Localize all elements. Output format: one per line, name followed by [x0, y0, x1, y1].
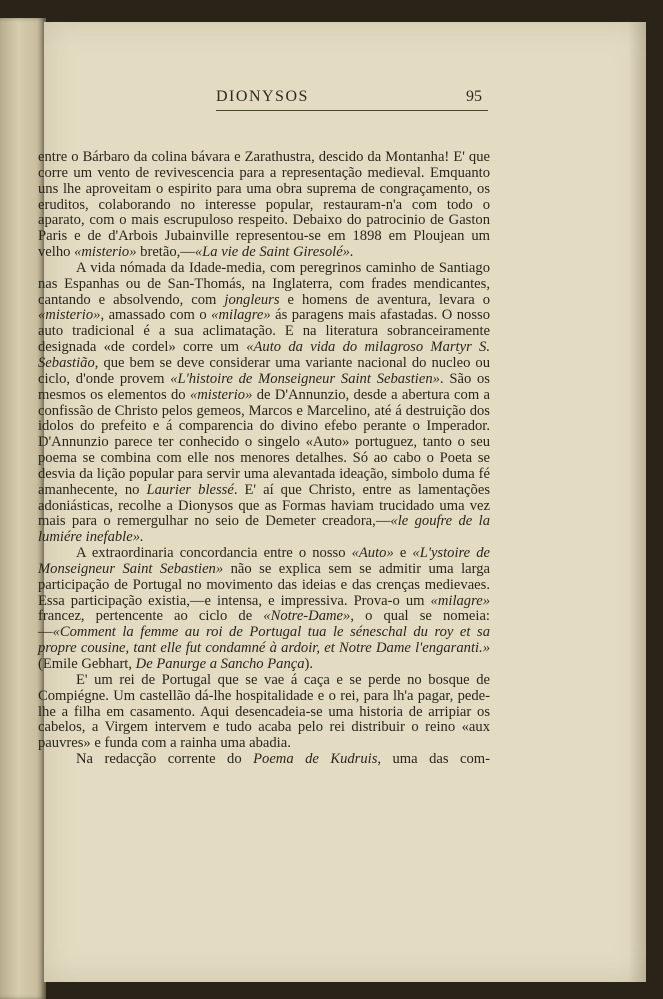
text-run: A vida nómada da Idade-media, com peregrinos caminho de Santiago nas Espanhas ou de San-Thomás, na Inglaterra, com frades mendicantes, cantando e absolvendo, com	[38, 259, 490, 308]
italic-text: «misterio»	[38, 307, 101, 324]
running-header	[216, 88, 488, 111]
italic-text: «La vie de Saint Giresolé».	[194, 244, 354, 261]
italic-text: De Panurge a Sancho Pança	[135, 656, 305, 672]
text-run: bretão,—	[136, 244, 195, 261]
text-run: e homens de aventura, levara o	[279, 291, 490, 308]
text-run: Na redacção corrente do	[76, 751, 254, 768]
text-run: E' um rei de Portugal que se vae á caça e se perde no bosque de Compiégne. Um castellão dá-lhe hospitalidade e o rei, para lh'a pagar, pede-lhe a filha em casamento. Aqui desencadeia-se uma historia de arripiar os cabelos, a Virgem intervem e tudo acaba pelo rei distribuir o reino «aux pauvres» e funda com a rainha uma abadia.	[38, 671, 490, 752]
italic-text: «L'histoire de Monseigneur Saint Sebastien»	[170, 370, 440, 387]
page-number: 95	[466, 88, 482, 105]
text-run: , uma das com-	[377, 751, 490, 768]
text-run: ás paragens mais afastadas. O nosso auto tradicional é a sua aclimatação. E na literatura sobranceiramente designada «de cordel» corre um	[38, 307, 491, 356]
text-run: e	[393, 545, 413, 562]
italic-text: «misterio»	[189, 386, 253, 403]
page-edge-shadow	[628, 22, 646, 982]
text-run: , que bem se deve considerar uma variante nacional do nucleo ou ciclo, d'onde provem	[38, 354, 490, 387]
italic-text: «L'ystoire de Monseigneur Saint Sebastien»	[38, 545, 490, 577]
italic-text: «misterio»	[74, 244, 137, 261]
text-run: ).	[304, 656, 314, 672]
text-run: não se explica sem se admitir uma larga participação de Portugal no movimento das ideias e das crenças medievaes. Essa participação existia,—e intensa, e impressiva. Prova-o um	[38, 560, 490, 609]
italic-text: Laurier blessé	[146, 481, 234, 498]
text-run: . E' aí que Christo, entre as lamentações adoniásticas, recolhe a Dionysos que as Formas haviam trucidado uma vez mais para o remergulhar no seio de Demeter creadora,—	[38, 481, 490, 530]
paragraph	[38, 261, 490, 546]
italic-text: «le goufre de la lumiére inefable».	[38, 513, 490, 546]
italic-text: «Notre-Dame»	[263, 608, 351, 625]
text-run: A extraordinaria concordancia entre o nosso	[76, 545, 352, 562]
text-run: (Emile Gebhart,	[38, 656, 136, 672]
italic-text: «Auto da vida do milagroso Martyr S. Sebastião	[38, 339, 490, 371]
text-run: . São os mesmos os elementos do	[38, 370, 490, 403]
italic-text: «Comment la femme au roi de Portugal tua le séneschal du roy et sa propre cousine, tant elle fut condamné à ardoir, et Notre Dame l'engaranti.»	[38, 624, 490, 657]
body-text	[38, 150, 490, 768]
running-title: DIONYSOS	[216, 88, 309, 105]
italic-text: «milagre»	[430, 592, 490, 609]
text-run: , o qual se nomeia:—	[38, 608, 490, 641]
italic-text: «milagre»	[211, 307, 271, 324]
text-run: , amassado com o	[100, 307, 212, 324]
text-run: entre o Bárbaro da colina bávara e Zarathustra, descido da Montanha! E' que corre um vento de revivescencia para a representação medieval. Emquanto uns lhe aproveitam o espirito para uma obra suprema de congraçamento, os eruditos, colaborando no interesse popular, restauram-n'a com todo o aparato, com o mais escrupuloso respeito. Debaixo do patrocinio de Gaston Paris e de d'Arbois Jubainville representou-se em 1898 em Ploujean um velho	[38, 149, 490, 261]
text-run: francez, pertencente ao ciclo de	[38, 608, 264, 625]
paragraph	[38, 752, 490, 768]
text-run: de D'Annunzio, desde a abertura com a confissão de Christo pelos gemeos, Marcos e Marcelino, até á destruição dos idolos do prefeito e á comparencia do divino efebo perante o Imperador. D'Annunzio parece ter conhecido o singelo «Auto» portuguez, tanto o seu poema se combina com elle nos menores detalhes. Só ao cabo o Poeta se desvia da lição popular para servir uma alevantada ideação, simbolo duma fé amanhecente, no	[38, 386, 491, 498]
italic-text: «Auto»	[351, 545, 394, 562]
paragraph	[38, 673, 490, 752]
paragraph	[38, 150, 490, 261]
italic-text: jongleurs	[224, 291, 280, 308]
paragraph	[38, 546, 490, 673]
italic-text: Poema de Kudruis	[253, 751, 378, 768]
